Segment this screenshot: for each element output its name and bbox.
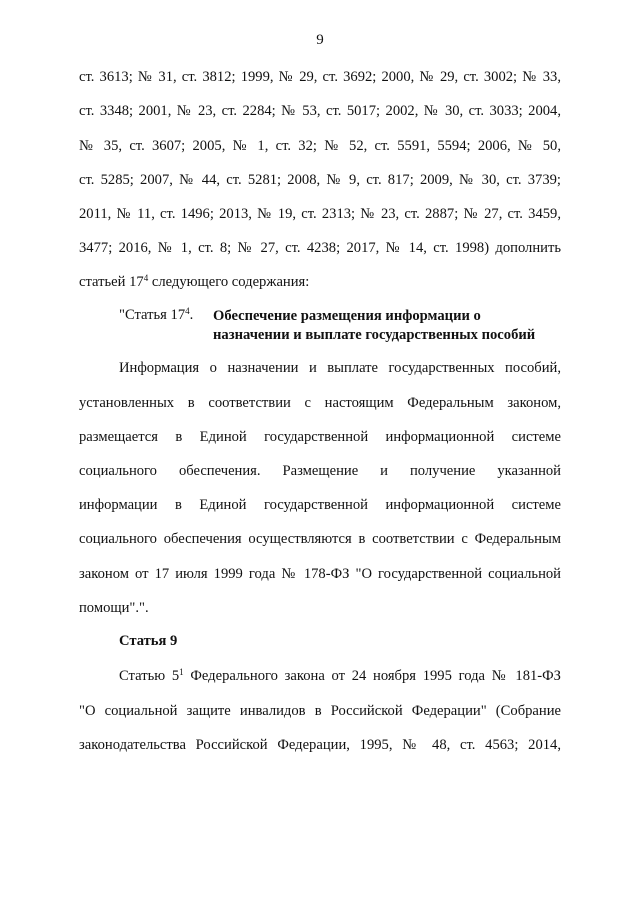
text-line: установленных в соответствии с настоящим Федеральным законом, [79,395,561,411]
article-heading-label: "Статья $17^4$. [119,306,194,323]
section-title: Статья 9 [119,633,178,649]
text-line: Статью $5^1$ Федерального закона от 24 ноября 1995 года № 181-ФЗ [119,667,561,684]
text-line: законодательства Российской Федерации, 1995, № 48, ст. 4563; 2014, [79,737,561,753]
text-line: информации в Единой государственной информационной системе [79,497,561,513]
page-number: 9 [316,32,324,48]
text-line: законом от 17 июля 1999 года № 178-ФЗ "О государственной социальной [79,566,561,582]
text-line: ст. 3613; № 31, ст. 3812; 1999, № 29, ст. 3692; 2000, № 29, ст. 3002; № 33, [79,69,561,85]
text-line: ст. 5285; 2007, № 44, ст. 5281; 2008, № 9, ст. 817; 2009, № 30, ст. 3739; [79,172,561,188]
text-line: 2011, № 11, ст. 1496; 2013, № 19, ст. 2313; № 23, ст. 2887; № 27, ст. 3459, [79,206,561,222]
text-line: размещается в Единой государственной информационной системе [79,429,561,445]
text-line: "О социальной защите инвалидов в Российской Федерации" (Собрание [79,703,561,719]
text-line: № 35, ст. 3607; 2005, № 1, ст. 32; № 52, ст. 5591, 5594; 2006, № 50, [79,138,561,154]
text-line: помощи".". [79,600,149,616]
text-line: ст. 3348; 2001, № 23, ст. 2284; № 53, ст. 5017; 2002, № 30, ст. 3033; 2004, [79,103,561,119]
article-heading-title: Обеспечение размещения информации о назначении и выплате государственных пособий [213,308,536,343]
text-line: Информация о назначении и выплате государственных пособий, [119,360,561,376]
text-line: статьей $17^4$ следующего содержания: [79,273,310,290]
text-line: социального обеспечения. Размещение и получение указанной [79,463,561,479]
text-line: 3477; 2016, № 1, ст. 8; № 27, ст. 4238; 2017, № 14, ст. 1998) дополнить [79,240,561,256]
text-line: социального обеспечения осуществляются в соответствии с Федеральным [79,531,561,547]
